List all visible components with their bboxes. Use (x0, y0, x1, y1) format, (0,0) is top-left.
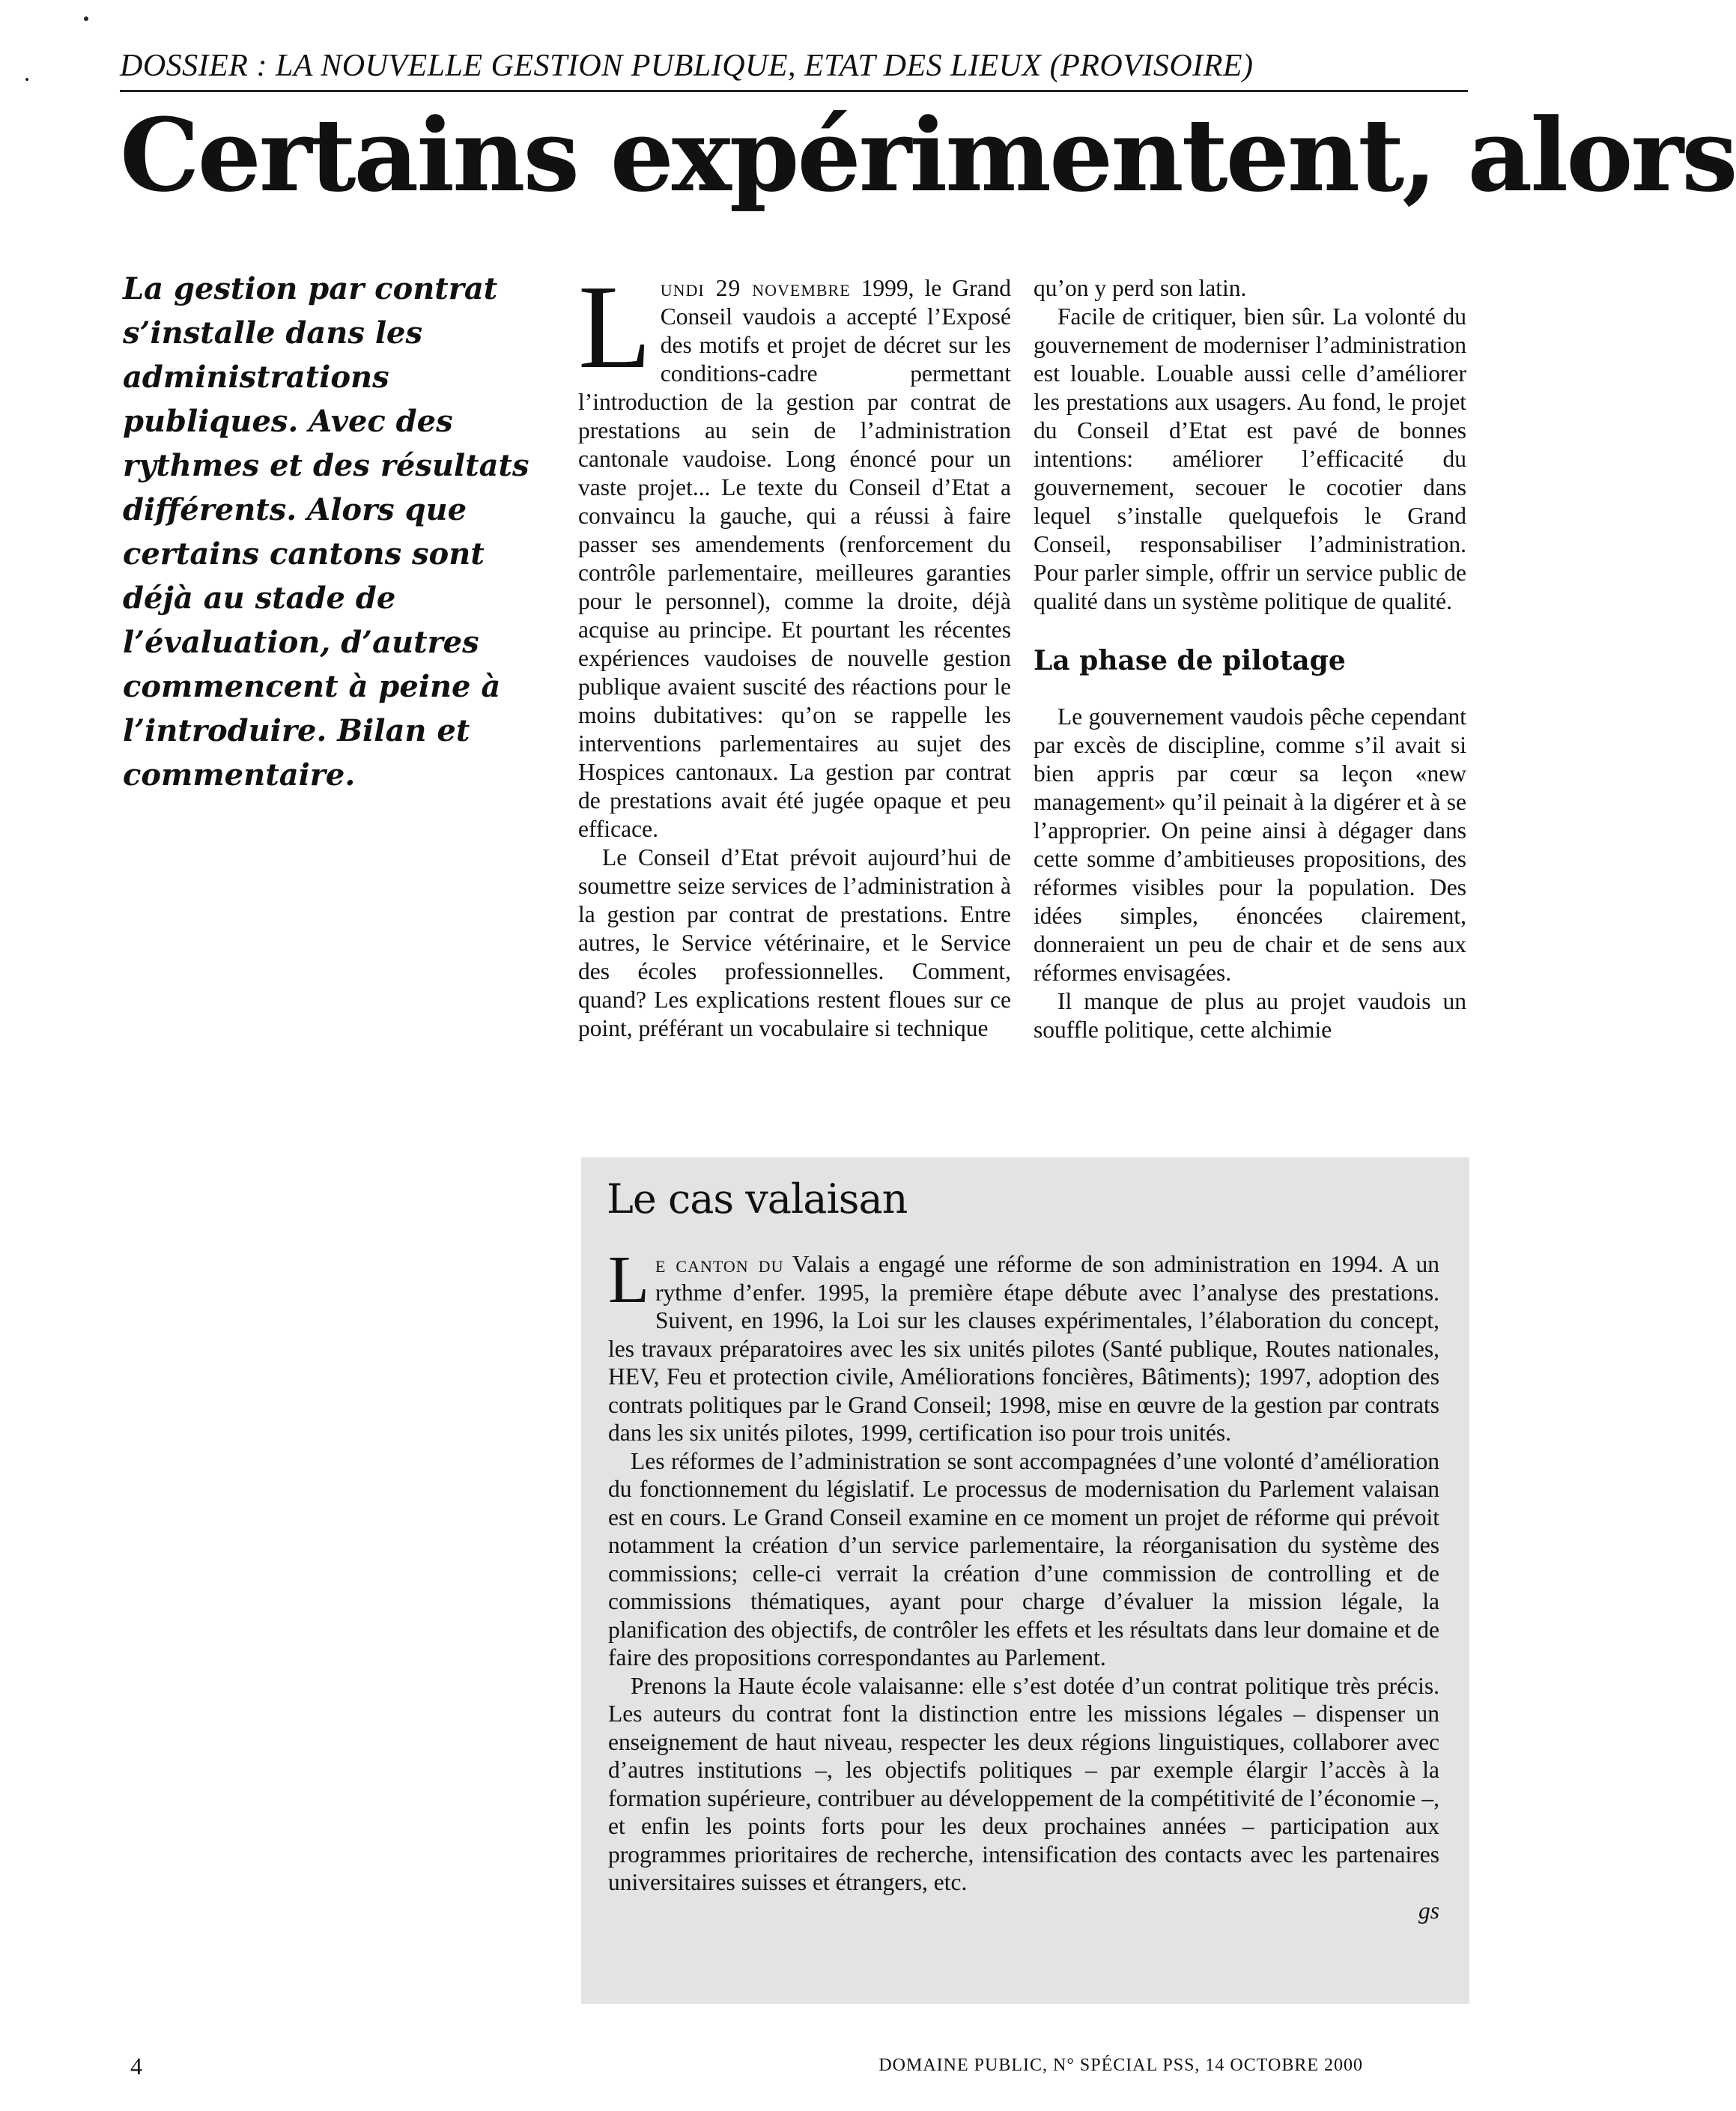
lede-paragraph: La gestion par contrat s’installe dans les administrations publiques. Avec des rythmes et des résultats différents. Alors que certains cantons sont déjà au stade de l’évaluation, d’autres commencent à peine à l’introduire. Bilan et commentaire. (123, 271, 529, 793)
scan-speck (25, 78, 28, 81)
article-paragraph (578, 260, 1011, 844)
box-body (608, 1243, 1440, 1924)
opening-smallcaps: undi 29 novembre (660, 275, 851, 301)
sidebar-box (581, 1157, 1469, 2004)
article-paragraph: Facile de critiquer, bien sûr. La volonté du gouvernement de moderniser l’administration est louable. Louable aussi celle d’améliorer les prestations aux usagers. Au fond, le projet du Conseil d’Etat est pavé de bonnes intentions: améliorer l’efficacité du gouvernement, secouer le cocotier dans lequel s’installe quelquefois le Grand Conseil, responsabiliser l’administration. Pour parler simple, offrir un service public de qualité dans un système politique de qualité. (1034, 303, 1466, 614)
opening-smallcaps: e canton du (655, 1251, 784, 1277)
paragraph-text: 1999, le Grand Conseil vaudois a accepté l’Exposé des motifs et projet de décret sur les conditions-cadre permettant l’introduction de la gestion par contrat de prestations au sein de l’administration cantonale vaudoise. Long énoncé pour un vaste projet... Le texte du Conseil d’Etat a convaincu la gauche, qui a réussi à faire passer ses amendements (renforcement du contrôle parlementaire, meilleures garanties pour le personnel), comme la droite, déjà acquise au principe. Et pourtant les récentes expériences vaudoises de nouvelle gestion publique avaient suscité des réactions pour le moins dubitatives: qu’on se rappelle les interventions parlementaires au sujet des Hospices cantonaux. La gestion par contrat de prestations avait été jugée opaque et peu efficace. (578, 275, 1011, 842)
paragraph-text: Valais a engagé une réforme de son administration en 1994. A un rythme d’enfer. 1995, la première étape débute avec l’analyse des prestations. Suivent, en 1996, la Loi sur les clauses expérimentales, l’élaboration du concept, les travaux préparatoires avec les six unités pilotes (Santé publique, Routes nationales, HEV, Feu et protection civile, Améliorations foncières, Bâtiments); 1997, adoption des contrats politiques par le Grand Conseil; 1998, mise en œuvre de la gestion par contrats dans les six unités pilotes, 1999, certification iso pour trois unités. (608, 1251, 1440, 1446)
author-signature: gs (1418, 1897, 1439, 1924)
box-paragraph: Prenons la Haute école valaisanne: elle s’est dotée d’un contrat politique très précis. Les auteurs du contrat font la distinction entre les missions légales – dispenser un enseignement de haut niveau, respecter les deux régions linguistiques, collaborer avec d’autres institutions –, les objectifs politiques – par exemple élargir l’accès à la formation supérieure, contribuer au développement de la compétitivité de l’économie –, et enfin les points forts pour les deux prochaines années – participation aux programmes prioritaires de recherche, intensification des contacts avec les partenaires universitaires suisses et étrangers, etc. (608, 1672, 1439, 1895)
article-paragraph: Le Conseil d’Etat prévoit aujourd’hui de soumettre seize services de l’administration à la gestion par contrat de prestations. Entre autres, le Service vétérinaire, et le Service des écoles professionnelles. Comment, quand? Les explications restent floues sur ce point, préférant un vocabulaire si technique (578, 844, 1011, 1041)
section-subhead: La phase de pilotage (1034, 645, 1346, 676)
page-title: Certains expérimentent, alors (120, 96, 1736, 214)
box-title: Le cas valaisan (607, 1175, 908, 1223)
box-paragraph: Les réformes de l’administration se sont accompagnées d’une volonté d’amélioration du fonctionnement du législatif. Le processus de modernisation du Parlement valaisan est en cours. Le Grand Conseil examine en ce moment un projet de réforme qui prévoit notamment la création d’un service parlementaire, la réorganisation du système des commissions; celle-ci verrait la création d’une commission de controlling et de commissions thématiques, ayant pour charge d’évaluer la mission légale, la planification des objectifs, de contrôler les effets et les résultats dans leur domaine et de faire des propositions correspondantes au Parlement. (608, 1447, 1439, 1671)
box-paragraph (608, 1243, 1440, 1447)
dossier-kicker: DOSSIER : LA NOUVELLE GESTION PUBLIQUE, ETAT DES LIEUX (PROVISOIRE) (120, 49, 1254, 83)
scan-speck (84, 16, 88, 21)
article-paragraph: Il manque de plus au projet vaudois un souffle politique, cette alchimie (1034, 988, 1466, 1043)
article-column-1 (578, 260, 1011, 1132)
drop-cap: L (608, 1243, 649, 1317)
publication-footer: DOMAINE PUBLIC, N° SPÉCIAL PSS, 14 OCTOBRE 2000 (878, 2056, 1363, 2075)
page-number: 4 (130, 2053, 142, 2080)
article-paragraph: qu’on y perd son latin. (1034, 275, 1247, 301)
article-paragraph: Le gouvernement vaudois pêche cependant par excès de discipline, comme s’il avait si bien appris par cœur sa leçon «new management» qu’il peinait à la digérer et à se l’approprier. On peine ainsi à dégager dans cette somme d’ambitieuses propositions, des réformes visibles pour la population. Des idées simples, énoncées clairement, donneraient un peu de chair et de sens aux réformes envisagées. (1034, 703, 1466, 986)
kicker-rule (120, 90, 1468, 92)
article-column-2 (1034, 274, 1466, 1132)
drop-cap: L (578, 260, 652, 393)
